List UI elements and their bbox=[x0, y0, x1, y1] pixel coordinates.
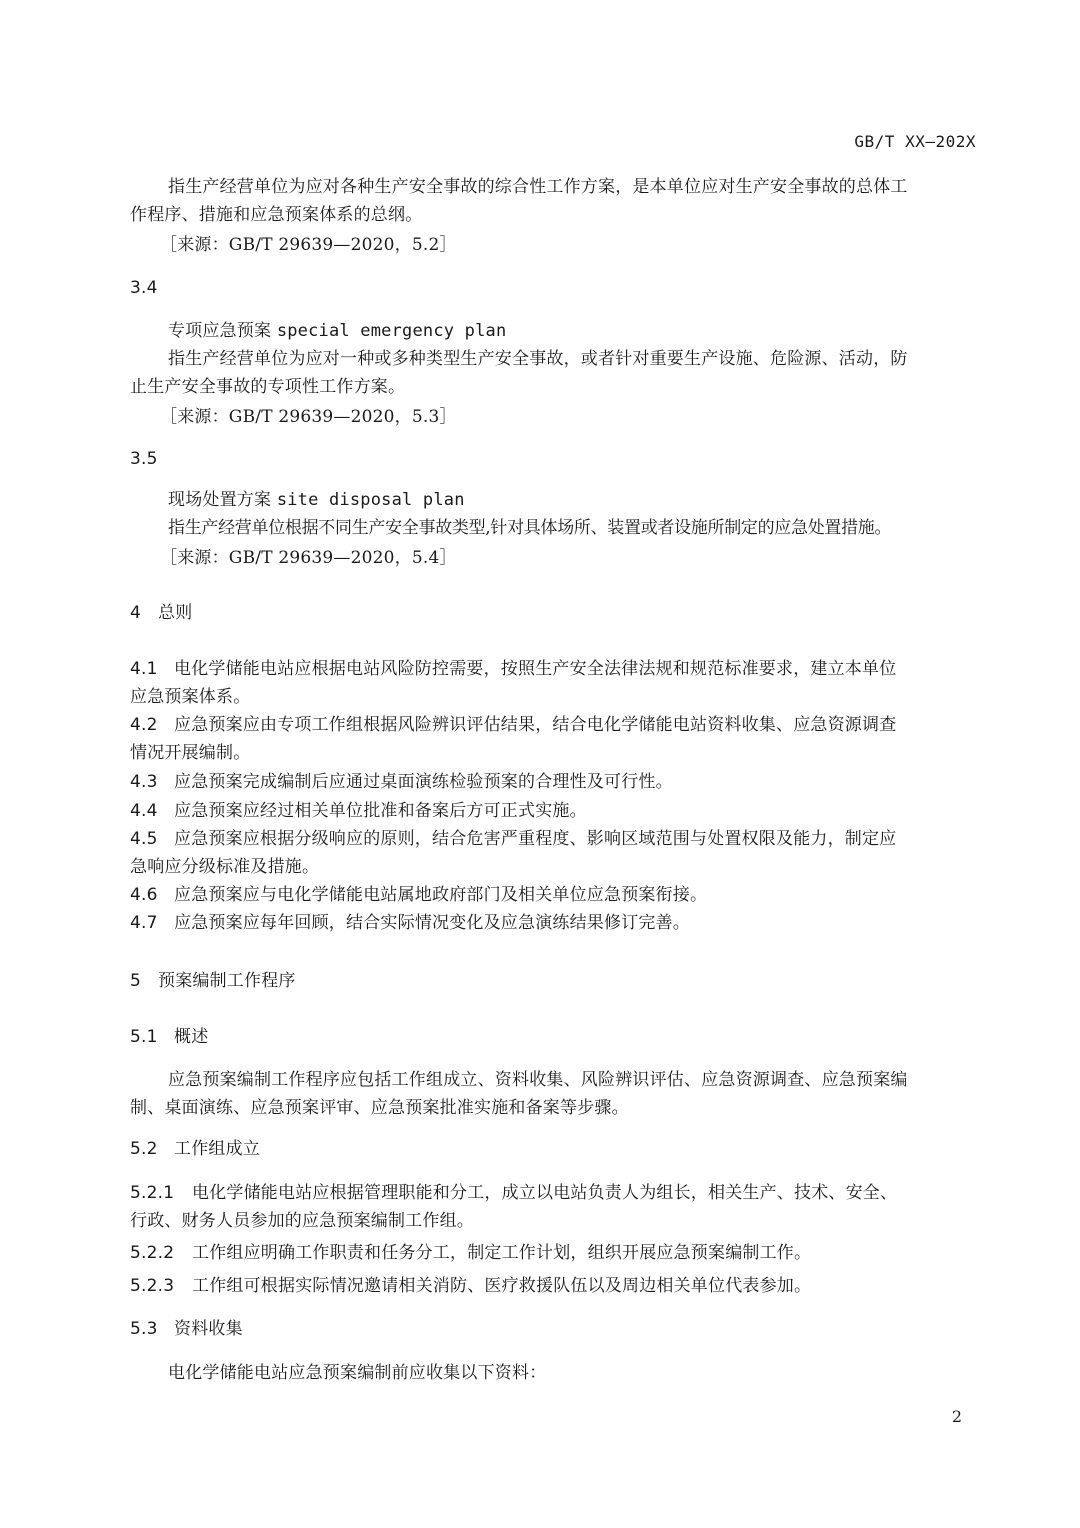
section-5-title: 预案编制工作程序 bbox=[158, 971, 296, 991]
clause-4-5-line-1 bbox=[130, 827, 896, 851]
term-3-5-number: 3.5 bbox=[130, 449, 158, 469]
clause-5-2-3-text: 工作组可根据实际情况邀请相关消防、医疗救援队伍以及周边相关单位代表参加。 bbox=[192, 1276, 812, 1296]
clause-5-2-3-number: 5.2.3 bbox=[130, 1276, 175, 1296]
term-3-5-title bbox=[168, 488, 465, 512]
section-5-heading bbox=[130, 969, 296, 993]
clause-5-2-2-number: 5.2.2 bbox=[130, 1243, 175, 1263]
clause-4-1-line-2: 应急预案体系。 bbox=[130, 687, 251, 707]
clause-4-1-number: 4.1 bbox=[130, 659, 158, 679]
page-number: 2 bbox=[951, 1407, 962, 1426]
term-3-3-definition-line-1: 指生产经营单位为应对各种生产安全事故的综合性工作方案，是本单位应对生产安全事故的总体工 bbox=[168, 177, 908, 197]
clause-4-7-text: 应急预案应每年回顾，结合实际情况变化及应急演练结果修订完善。 bbox=[174, 913, 690, 933]
clause-4-6-line bbox=[130, 883, 707, 907]
clause-4-3-line bbox=[130, 770, 673, 794]
clause-4-1-text: 电化学储能电站应根据电站风险防控需要，按照生产安全法律法规和规范标准要求，建立本单位 bbox=[174, 659, 897, 679]
clause-5-2-3-line bbox=[130, 1274, 811, 1298]
clause-4-1-line-1 bbox=[130, 657, 896, 681]
clause-5-3-number: 5.3 bbox=[130, 1319, 158, 1339]
clause-5-2-1-line-2: 行政、财务人员参加的应急预案编制工作组。 bbox=[130, 1211, 474, 1231]
term-3-4-title bbox=[168, 319, 506, 343]
term-3-4-english: special emergency plan bbox=[276, 321, 507, 341]
term-3-5-source: ［来源：GB/T 29639—2020，5.4］ bbox=[160, 548, 457, 568]
term-3-3-source: ［来源：GB/T 29639—2020，5.2］ bbox=[160, 235, 457, 255]
clause-5-2-1-number: 5.2.1 bbox=[130, 1183, 175, 1203]
clause-4-5-number: 4.5 bbox=[130, 829, 158, 849]
clause-4-7-number: 4.7 bbox=[130, 913, 158, 933]
clause-5-1-line-1: 应急预案编制工作程序应包括工作组成立、资料收集、风险辨识评估、应急资源调查、应急预案编 bbox=[168, 1070, 908, 1090]
term-3-5-chinese: 现场处置方案 bbox=[168, 490, 272, 510]
clause-4-6-number: 4.6 bbox=[130, 885, 158, 905]
clause-5-2-1-line-1 bbox=[130, 1181, 897, 1205]
clause-5-2-heading bbox=[130, 1137, 260, 1161]
clause-5-3-line-1: 电化学储能电站应急预案编制前应收集以下资料： bbox=[168, 1363, 547, 1383]
clause-4-4-number: 4.4 bbox=[130, 801, 158, 821]
term-3-4-chinese: 专项应急预案 bbox=[168, 321, 272, 341]
clause-4-5-line-2: 急响应分级标准及措施。 bbox=[130, 857, 320, 877]
clause-4-2-line-1 bbox=[130, 713, 896, 737]
term-3-5-definition-line-1: 指生产经营单位根据不同生产安全事故类型,针对具体场所、装置或者设施所制定的应急处置措施。 bbox=[168, 518, 892, 538]
clause-4-2-line-2: 情况开展编制。 bbox=[130, 743, 251, 763]
term-3-3-definition-line-2: 作程序、措施和应急预案体系的总纲。 bbox=[130, 205, 423, 225]
clause-5-1-heading bbox=[130, 1025, 208, 1049]
clause-5-1-line-2: 制、桌面演练、应急预案评审、应急预案批准实施和备案等步骤。 bbox=[130, 1098, 629, 1118]
clause-4-2-text: 应急预案应由专项工作组根据风险辨识评估结果，结合电化学储能电站资料收集、应急资源调查 bbox=[174, 715, 897, 735]
term-3-4-definition-line-1: 指生产经营单位为应对一种或多种类型生产安全事故，或者针对重要生产设施、危险源、活动，防 bbox=[168, 349, 908, 369]
section-5-number: 5 bbox=[130, 971, 142, 991]
clause-4-2-number: 4.2 bbox=[130, 715, 158, 735]
clause-5-1-title: 概述 bbox=[174, 1027, 209, 1047]
clause-4-4-line bbox=[130, 799, 587, 823]
standard-code: GB/T XX—202X bbox=[854, 132, 976, 151]
clause-5-2-2-text: 工作组应明确工作职责和任务分工，制定工作计划，组织开展应急预案编制工作。 bbox=[192, 1243, 812, 1263]
clause-5-2-1-text: 电化学储能电站应根据管理职能和分工，成立以电站负责人为组长，相关生产、技术、安全、 bbox=[192, 1183, 898, 1203]
clause-5-2-title: 工作组成立 bbox=[174, 1139, 260, 1159]
clause-5-1-number: 5.1 bbox=[130, 1027, 158, 1047]
term-3-4-number: 3.4 bbox=[130, 278, 158, 298]
section-4-title: 总则 bbox=[158, 603, 193, 623]
section-4-number: 4 bbox=[130, 603, 142, 623]
clause-4-6-text: 应急预案应与电化学储能电站属地政府部门及相关单位应急预案衔接。 bbox=[174, 885, 708, 905]
term-3-4-definition-line-2: 止生产安全事故的专项性工作方案。 bbox=[130, 377, 406, 397]
clause-5-3-heading bbox=[130, 1317, 243, 1341]
clause-5-2-number: 5.2 bbox=[130, 1139, 158, 1159]
clause-4-5-text: 应急预案应根据分级响应的原则，结合危害严重程度、影响区域范围与处置权限及能力，制定应 bbox=[174, 829, 897, 849]
clause-5-3-title: 资料收集 bbox=[174, 1319, 243, 1339]
clause-4-3-text: 应急预案完成编制后应通过桌面演练检验预案的合理性及可行性。 bbox=[174, 772, 673, 792]
clause-4-3-number: 4.3 bbox=[130, 772, 158, 792]
section-4-heading bbox=[130, 601, 192, 625]
clause-5-2-2-line bbox=[130, 1241, 811, 1265]
clause-4-7-line bbox=[130, 911, 690, 935]
term-3-5-english: site disposal plan bbox=[276, 490, 465, 510]
clause-4-4-text: 应急预案应经过相关单位批准和备案后方可正式实施。 bbox=[174, 801, 587, 821]
term-3-4-source: ［来源：GB/T 29639—2020，5.3］ bbox=[160, 407, 457, 427]
